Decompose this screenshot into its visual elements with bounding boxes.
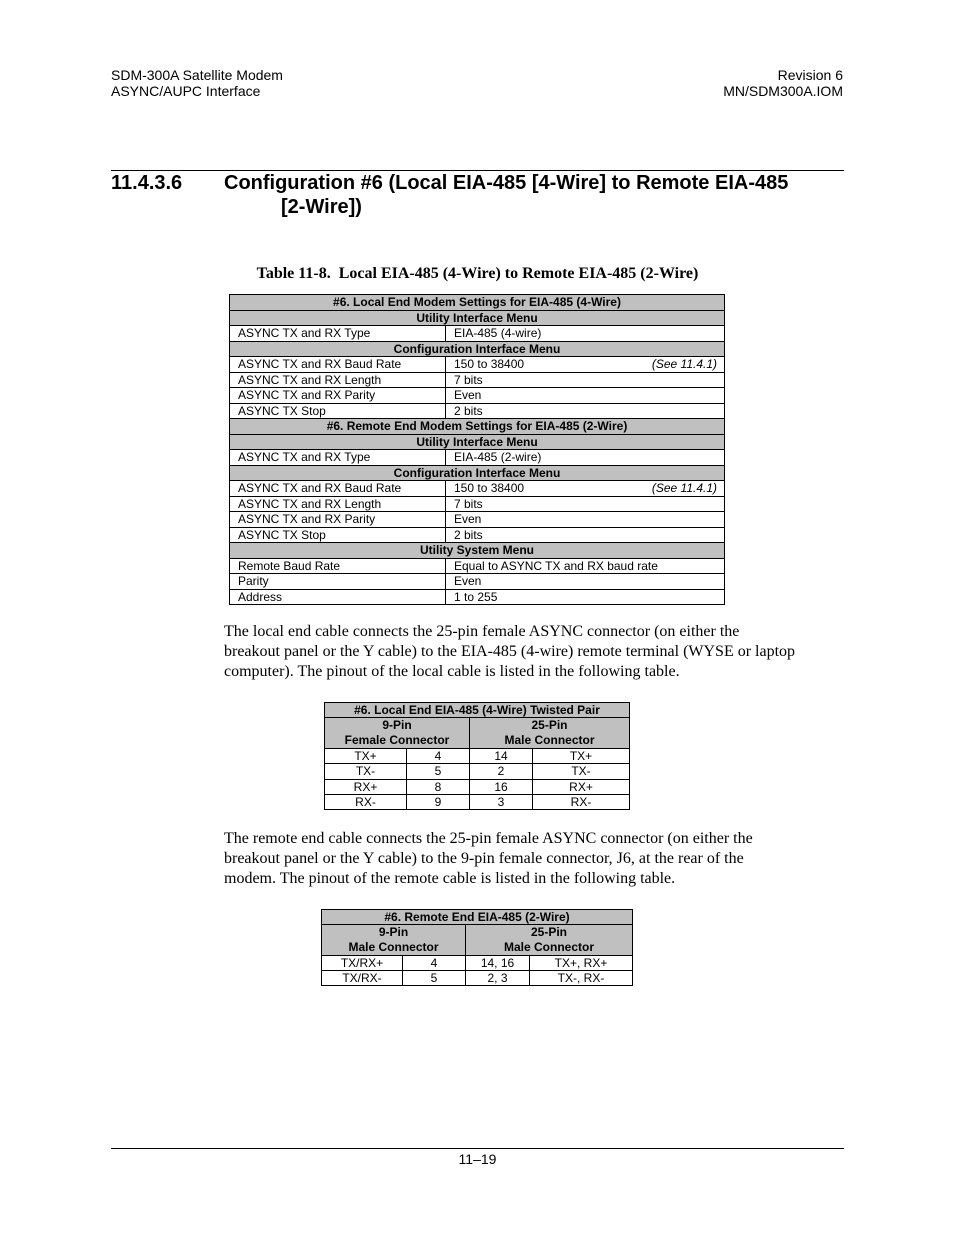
table-row [325,779,630,794]
signal-25-cell: RX+ [533,779,630,794]
local-pinout-table [324,702,630,810]
column-header-9-pin [325,718,470,749]
paragraph-line: The local end cable connects the 25-pin female ASYNC connector (on either the [224,623,740,640]
pin-9-cell: 8 [407,779,470,794]
table-title: #6. Local End EIA-485 (4-Wire) Twisted Pair [325,703,630,718]
signal-25-cell: TX+ [533,749,630,764]
value-cell: 2 bits [446,527,725,543]
table-title: #6. Local End Modem Settings for EIA-485 (4-Wire) [230,295,725,311]
table-row [230,481,725,497]
parameter-cell: Remote Baud Rate [230,558,446,574]
parameter-cell: Parity [230,574,446,590]
column-header-25-pin [470,718,630,749]
value-cell: 1 to 255 [446,589,725,605]
document-number: MN/SDM300A.IOM [723,83,843,99]
body-paragraph [224,829,753,889]
table-row [322,971,633,986]
value-text: 150 to 38400 [454,357,525,372]
table-row [230,574,725,590]
pin-9-cell: 5 [407,764,470,779]
running-header-left [111,67,283,99]
remote-pinout-table [321,909,633,986]
footer-rule [111,1148,844,1149]
table-row [230,403,725,419]
value-cell: Equal to ASYNC TX and RX baud rate [446,558,725,574]
parameter-cell: ASYNC TX and RX Length [230,372,446,388]
pin-25-cell: 14 [470,749,533,764]
table-row [325,764,630,779]
parameter-cell: ASYNC TX and RX Baud Rate [230,357,446,373]
pin-9-cell: 5 [403,971,466,986]
menu-heading-row [230,543,725,559]
table-title: #6. Remote End Modem Settings for EIA-485 (2-Wire) [230,419,725,435]
menu-heading-row [230,341,725,357]
body-paragraph [224,622,795,682]
table-title-row [325,703,630,718]
column-subheading: Male Connector [504,940,595,954]
table-title: #6. Remote End EIA-485 (2-Wire) [322,910,633,925]
column-subheading: Male Connector [348,940,439,954]
menu-heading-row [230,465,725,481]
menu-heading: Utility Interface Menu [230,434,725,450]
value-cell: 2 bits [446,403,725,419]
column-header-row [322,925,633,956]
table-row [325,749,630,764]
cross-reference-note: (See 11.4.1) [651,357,718,372]
value-cell: Even [446,512,725,528]
section-title-line-1: Configuration #6 (Local EIA-485 [4-Wire] to Remote EIA-485 [224,172,789,194]
column-header-9-pin [322,925,466,956]
signal-25-cell: TX+, RX+ [530,956,633,971]
table-title-row [230,419,725,435]
column-subheading: Male Connector [504,733,595,747]
chapter-name: ASYNC/AUPC Interface [111,83,261,99]
column-heading: 9-Pin [382,718,412,732]
value-cell: Even [446,574,725,590]
table-row [230,589,725,605]
value-cell [446,481,725,497]
table-title-row [322,910,633,925]
paragraph-line: computer). The pinout of the local cable is listed in the following table. [224,663,680,680]
table-row [230,527,725,543]
table-row [230,558,725,574]
signal-9-cell: TX+ [325,749,407,764]
pin-25-cell: 3 [470,794,533,809]
paragraph-line: The remote end cable connects the 25-pin female ASYNC connector (on either the [224,830,753,847]
column-heading: 25-Pin [531,925,568,939]
menu-heading-row [230,310,725,326]
signal-25-cell: TX-, RX- [530,971,633,986]
value-cell: 7 bits [446,372,725,388]
signal-9-cell: TX/RX+ [322,956,403,971]
value-cell: Even [446,388,725,404]
paragraph-line: breakout panel or the Y cable) to the EIA-485 (4-wire) remote terminal (WYSE or laptop [224,643,796,660]
pin-25-cell: 16 [470,779,533,794]
revision-label: Revision 6 [777,67,843,83]
parameter-cell: ASYNC TX Stop [230,403,446,419]
table-row [230,388,725,404]
parameter-cell: Address [230,589,446,605]
running-header-right [723,67,843,99]
table-row [325,794,630,809]
section-number: 11.4.3.6 [111,172,183,194]
page-number: 11–19 [458,1151,497,1167]
column-heading: 9-Pin [378,925,409,939]
column-heading: 25-Pin [531,718,568,732]
cross-reference-note: (See 11.4.1) [651,481,718,496]
parameter-cell: ASYNC TX and RX Type [230,326,446,342]
menu-heading: Configuration Interface Menu [230,465,725,481]
parameter-cell: ASYNC TX and RX Length [230,496,446,512]
signal-25-cell: RX- [533,794,630,809]
column-subheading: Female Connector [344,733,450,747]
paragraph-line: breakout panel or the Y cable) to the 9-pin female connector, J6, at the rear of the [224,850,744,867]
table-row [322,956,633,971]
table-row [230,372,725,388]
section-title-line-2: [2-Wire]) [281,196,362,218]
menu-heading: Utility System Menu [230,543,725,559]
table-caption: Table 11-8. Local EIA-485 (4-Wire) to Remote EIA-485 (2-Wire) [256,265,699,282]
pin-25-cell: 14, 16 [466,956,530,971]
pin-9-cell: 4 [403,956,466,971]
pin-9-cell: 4 [407,749,470,764]
menu-heading-row [230,434,725,450]
column-header-25-pin [466,925,633,956]
parameter-cell: ASYNC TX and RX Parity [230,512,446,528]
menu-heading: Utility Interface Menu [230,310,725,326]
table-row [230,326,725,342]
parameter-cell: ASYNC TX Stop [230,527,446,543]
table-row [230,496,725,512]
signal-9-cell: RX- [325,794,407,809]
pin-25-cell: 2 [470,764,533,779]
table-row [230,450,725,466]
signal-9-cell: TX- [325,764,407,779]
signal-9-cell: TX/RX- [322,971,403,986]
settings-table [229,294,725,605]
value-cell [446,357,725,373]
parameter-cell: ASYNC TX and RX Parity [230,388,446,404]
paragraph-line: modem. The pinout of the remote cable is listed in the following table. [224,870,676,887]
value-cell: EIA-485 (4-wire) [446,326,725,342]
value-cell: EIA-485 (2-wire) [446,450,725,466]
section-title [224,171,788,219]
table-row [230,357,725,373]
value-cell: 7 bits [446,496,725,512]
parameter-cell: ASYNC TX and RX Baud Rate [230,481,446,497]
menu-heading: Configuration Interface Menu [230,341,725,357]
table-title-row [230,295,725,311]
pin-25-cell: 2, 3 [466,971,530,986]
signal-25-cell: TX- [533,764,630,779]
parameter-cell: ASYNC TX and RX Type [230,450,446,466]
product-name: SDM-300A Satellite Modem [111,67,283,83]
column-header-row [325,718,630,749]
signal-9-cell: RX+ [325,779,407,794]
table-row [230,512,725,528]
value-text: 150 to 38400 [454,481,525,496]
pin-9-cell: 9 [407,794,470,809]
